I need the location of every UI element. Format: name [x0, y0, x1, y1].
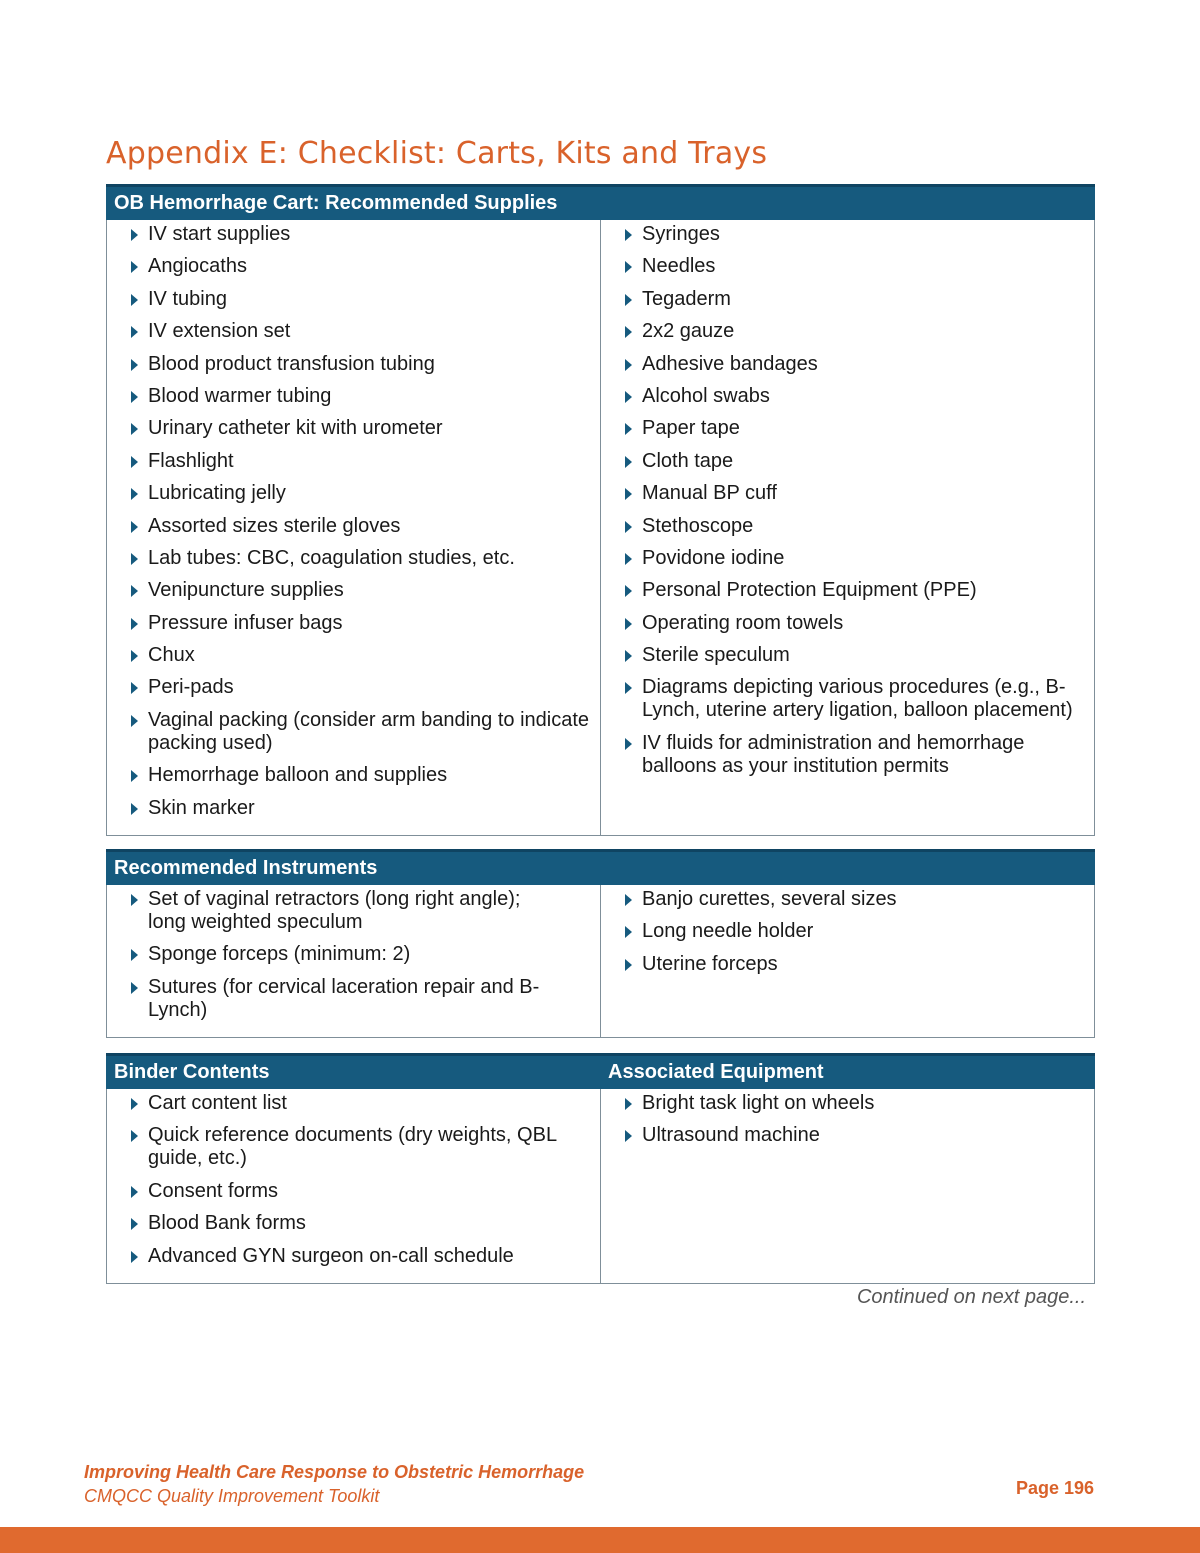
list-item: [601, 450, 1074, 473]
list-item: [107, 709, 600, 755]
triangle-right-icon: [625, 261, 632, 273]
list-item: [107, 888, 560, 934]
list-item-text: Personal Protection Equipment (PPE): [642, 579, 977, 602]
list-item-text: IV extension set: [148, 320, 291, 343]
page-title: Appendix E: Checklist: Carts, Kits and Trays: [106, 136, 768, 171]
triangle-right-icon: [625, 456, 632, 468]
list-item: [601, 1124, 1094, 1147]
list-item: [601, 888, 1094, 911]
list-item-text: Chux: [148, 644, 195, 667]
triangle-right-icon: [131, 949, 138, 961]
list-item: [107, 1092, 586, 1115]
triangle-right-icon: [625, 553, 632, 565]
supplies-right-cell: [601, 220, 1095, 836]
list-item: [107, 385, 600, 408]
triangle-right-icon: [625, 1130, 632, 1142]
footer-bar: [0, 1527, 1200, 1553]
list-item-text: Povidone iodine: [642, 546, 785, 569]
list-item: [107, 579, 600, 602]
instruments-left-cell: [107, 885, 601, 1038]
list-item: [601, 353, 1074, 376]
list-item: [107, 1124, 586, 1170]
list-item-text: Urinary catheter kit with urometer: [148, 417, 443, 440]
list-item-text: Stethoscope: [642, 514, 754, 537]
triangle-right-icon: [625, 391, 632, 403]
list-item: [601, 644, 1074, 667]
list-item: [601, 612, 1074, 635]
triangle-right-icon: [131, 456, 138, 468]
triangle-right-icon: [625, 650, 632, 662]
triangle-right-icon: [131, 1186, 138, 1198]
list-item-text: Adhesive bandages: [642, 352, 818, 375]
list-item: [601, 579, 1074, 602]
triangle-right-icon: [625, 521, 632, 533]
list-item: [601, 223, 1074, 246]
triangle-right-icon: [625, 326, 632, 338]
triangle-right-icon: [625, 682, 632, 694]
footer-subtitle: CMQCC Quality Improvement Toolkit: [84, 1486, 380, 1506]
triangle-right-icon: [131, 229, 138, 241]
triangle-right-icon: [131, 521, 138, 533]
equipment-header: Associated Equipment: [601, 1055, 1095, 1089]
list-item-text: Operating room towels: [642, 611, 844, 634]
list-item-text: Banjo curettes, several sizes: [642, 888, 897, 910]
list-item-text: Sponge forceps (minimum: 2): [148, 943, 411, 966]
list-item: [107, 1212, 586, 1235]
list-item: [601, 385, 1074, 408]
list-item: [107, 450, 600, 473]
instruments-table: [106, 849, 1095, 1038]
equipment-list: [601, 1092, 1094, 1147]
triangle-right-icon: [131, 803, 138, 815]
binder-cell: [107, 1089, 601, 1284]
list-item-text: Long needle holder: [642, 920, 814, 943]
list-item: [601, 676, 1074, 722]
list-item-text: Ultrasound machine: [642, 1124, 820, 1147]
list-item: [601, 1092, 1094, 1115]
list-item: [601, 288, 1074, 311]
list-item-text: Set of vaginal retractors (long right angle); long weighted speculum: [148, 888, 521, 933]
binder-list: [107, 1092, 586, 1268]
supplies-right-list: [601, 223, 1074, 778]
list-item-text: Hemorrhage balloon and supplies: [148, 764, 448, 787]
list-item-text: Tegaderm: [642, 287, 731, 310]
triangle-right-icon: [131, 261, 138, 273]
list-item: [107, 417, 600, 440]
list-item-text: Sterile speculum: [642, 644, 790, 667]
list-item: [107, 797, 600, 820]
triangle-right-icon: [625, 423, 632, 435]
equipment-cell: [601, 1089, 1095, 1284]
list-item-text: Vaginal packing (consider arm banding to indicate packing used): [148, 708, 590, 754]
list-item: [107, 676, 600, 699]
list-item-text: Advanced GYN surgeon on-call schedule: [148, 1244, 514, 1267]
triangle-right-icon: [625, 894, 632, 906]
list-item-text: IV tubing: [148, 287, 227, 310]
triangle-right-icon: [131, 982, 138, 994]
triangle-right-icon: [625, 229, 632, 241]
list-item: [107, 764, 600, 787]
triangle-right-icon: [131, 391, 138, 403]
triangle-right-icon: [131, 423, 138, 435]
triangle-right-icon: [131, 553, 138, 565]
list-item-text: Venipuncture supplies: [148, 579, 344, 602]
triangle-right-icon: [131, 326, 138, 338]
supplies-header: OB Hemorrhage Cart: Recommended Supplies: [107, 186, 1095, 220]
list-item-text: Alcohol swabs: [642, 384, 770, 407]
triangle-right-icon: [131, 770, 138, 782]
footer-title: Improving Health Care Response to Obstetric Hemorrhage: [84, 1462, 585, 1482]
triangle-right-icon: [131, 682, 138, 694]
binder-header: Binder Contents: [107, 1055, 601, 1089]
list-item-text: Blood warmer tubing: [148, 384, 332, 407]
instruments-left-list: [107, 888, 560, 1022]
triangle-right-icon: [131, 1251, 138, 1263]
list-item-text: Blood Bank forms: [148, 1212, 306, 1235]
list-item: [601, 515, 1074, 538]
triangle-right-icon: [625, 359, 632, 371]
list-item-text: Manual BP cuff: [642, 482, 777, 505]
list-item-text: Sutures (for cervical laceration repair and B-Lynch): [148, 975, 540, 1021]
triangle-right-icon: [625, 1098, 632, 1110]
list-item: [601, 320, 1074, 343]
triangle-right-icon: [131, 894, 138, 906]
triangle-right-icon: [131, 585, 138, 597]
list-item-text: Syringes: [642, 223, 720, 245]
supplies-left-cell: [107, 220, 601, 836]
instruments-right-cell: [601, 885, 1095, 1038]
supplies-table: [106, 184, 1095, 836]
triangle-right-icon: [625, 585, 632, 597]
list-item-text: Cart content list: [148, 1092, 287, 1114]
list-item: [107, 320, 600, 343]
list-item-text: Bright task light on wheels: [642, 1092, 875, 1114]
list-item: [601, 417, 1074, 440]
list-item-text: Lab tubes: CBC, coagulation studies, etc.: [148, 546, 515, 569]
list-item-text: Paper tape: [642, 417, 740, 440]
list-item-text: Diagrams depicting various procedures (e.g., B-Lynch, uterine artery ligation, balloon placement): [642, 676, 1073, 722]
supplies-left-list: [107, 223, 600, 820]
list-item-text: Lubricating jelly: [148, 482, 286, 505]
triangle-right-icon: [131, 618, 138, 630]
list-item-text: Flashlight: [148, 449, 234, 472]
list-item: [601, 920, 1094, 943]
list-item-text: Blood product transfusion tubing: [148, 352, 435, 375]
triangle-right-icon: [625, 618, 632, 630]
list-item-text: 2x2 gauze: [642, 320, 735, 343]
list-item: [107, 288, 600, 311]
list-item: [601, 255, 1074, 278]
instruments-right-list: [601, 888, 1094, 976]
list-item: [107, 547, 600, 570]
triangle-right-icon: [625, 926, 632, 938]
triangle-right-icon: [131, 359, 138, 371]
list-item-text: Angiocaths: [148, 255, 247, 278]
list-item-text: Skin marker: [148, 796, 255, 819]
list-item-text: Peri-pads: [148, 676, 234, 699]
triangle-right-icon: [131, 294, 138, 306]
triangle-right-icon: [131, 650, 138, 662]
list-item: [107, 353, 600, 376]
list-item-text: Quick reference documents (dry weights, QBL guide, etc.): [148, 1124, 557, 1170]
triangle-right-icon: [131, 715, 138, 727]
instruments-header: Recommended Instruments: [107, 851, 1095, 885]
list-item: [601, 482, 1074, 505]
list-item: [107, 1180, 586, 1203]
list-item-text: Cloth tape: [642, 449, 734, 472]
list-item: [107, 515, 600, 538]
triangle-right-icon: [625, 488, 632, 500]
list-item: [107, 482, 600, 505]
triangle-right-icon: [625, 738, 632, 750]
triangle-right-icon: [625, 294, 632, 306]
list-item-text: Consent forms: [148, 1179, 279, 1202]
list-item-text: Uterine forceps: [642, 952, 778, 975]
continued-note: Continued on next page...: [856, 1286, 1086, 1308]
page-number: Page 196: [1015, 1478, 1094, 1498]
list-item: [107, 644, 600, 667]
list-item: [601, 732, 1074, 778]
binder-equipment-table: [106, 1053, 1095, 1284]
list-item: [107, 255, 600, 278]
triangle-right-icon: [131, 1098, 138, 1110]
triangle-right-icon: [131, 1218, 138, 1230]
list-item: [107, 1245, 586, 1268]
list-item-text: Needles: [642, 255, 716, 278]
list-item-text: Assorted sizes sterile gloves: [148, 514, 401, 537]
triangle-right-icon: [131, 1130, 138, 1142]
triangle-right-icon: [131, 488, 138, 500]
list-item-text: Pressure infuser bags: [148, 611, 343, 634]
list-item: [107, 976, 560, 1022]
list-item: [601, 953, 1094, 976]
list-item: [107, 943, 560, 966]
list-item-text: IV fluids for administration and hemorrhage balloons as your institution permits: [642, 731, 1025, 777]
list-item-text: IV start supplies: [148, 223, 291, 245]
list-item: [107, 612, 600, 635]
list-item: [601, 547, 1074, 570]
triangle-right-icon: [625, 959, 632, 971]
list-item: [107, 223, 600, 246]
